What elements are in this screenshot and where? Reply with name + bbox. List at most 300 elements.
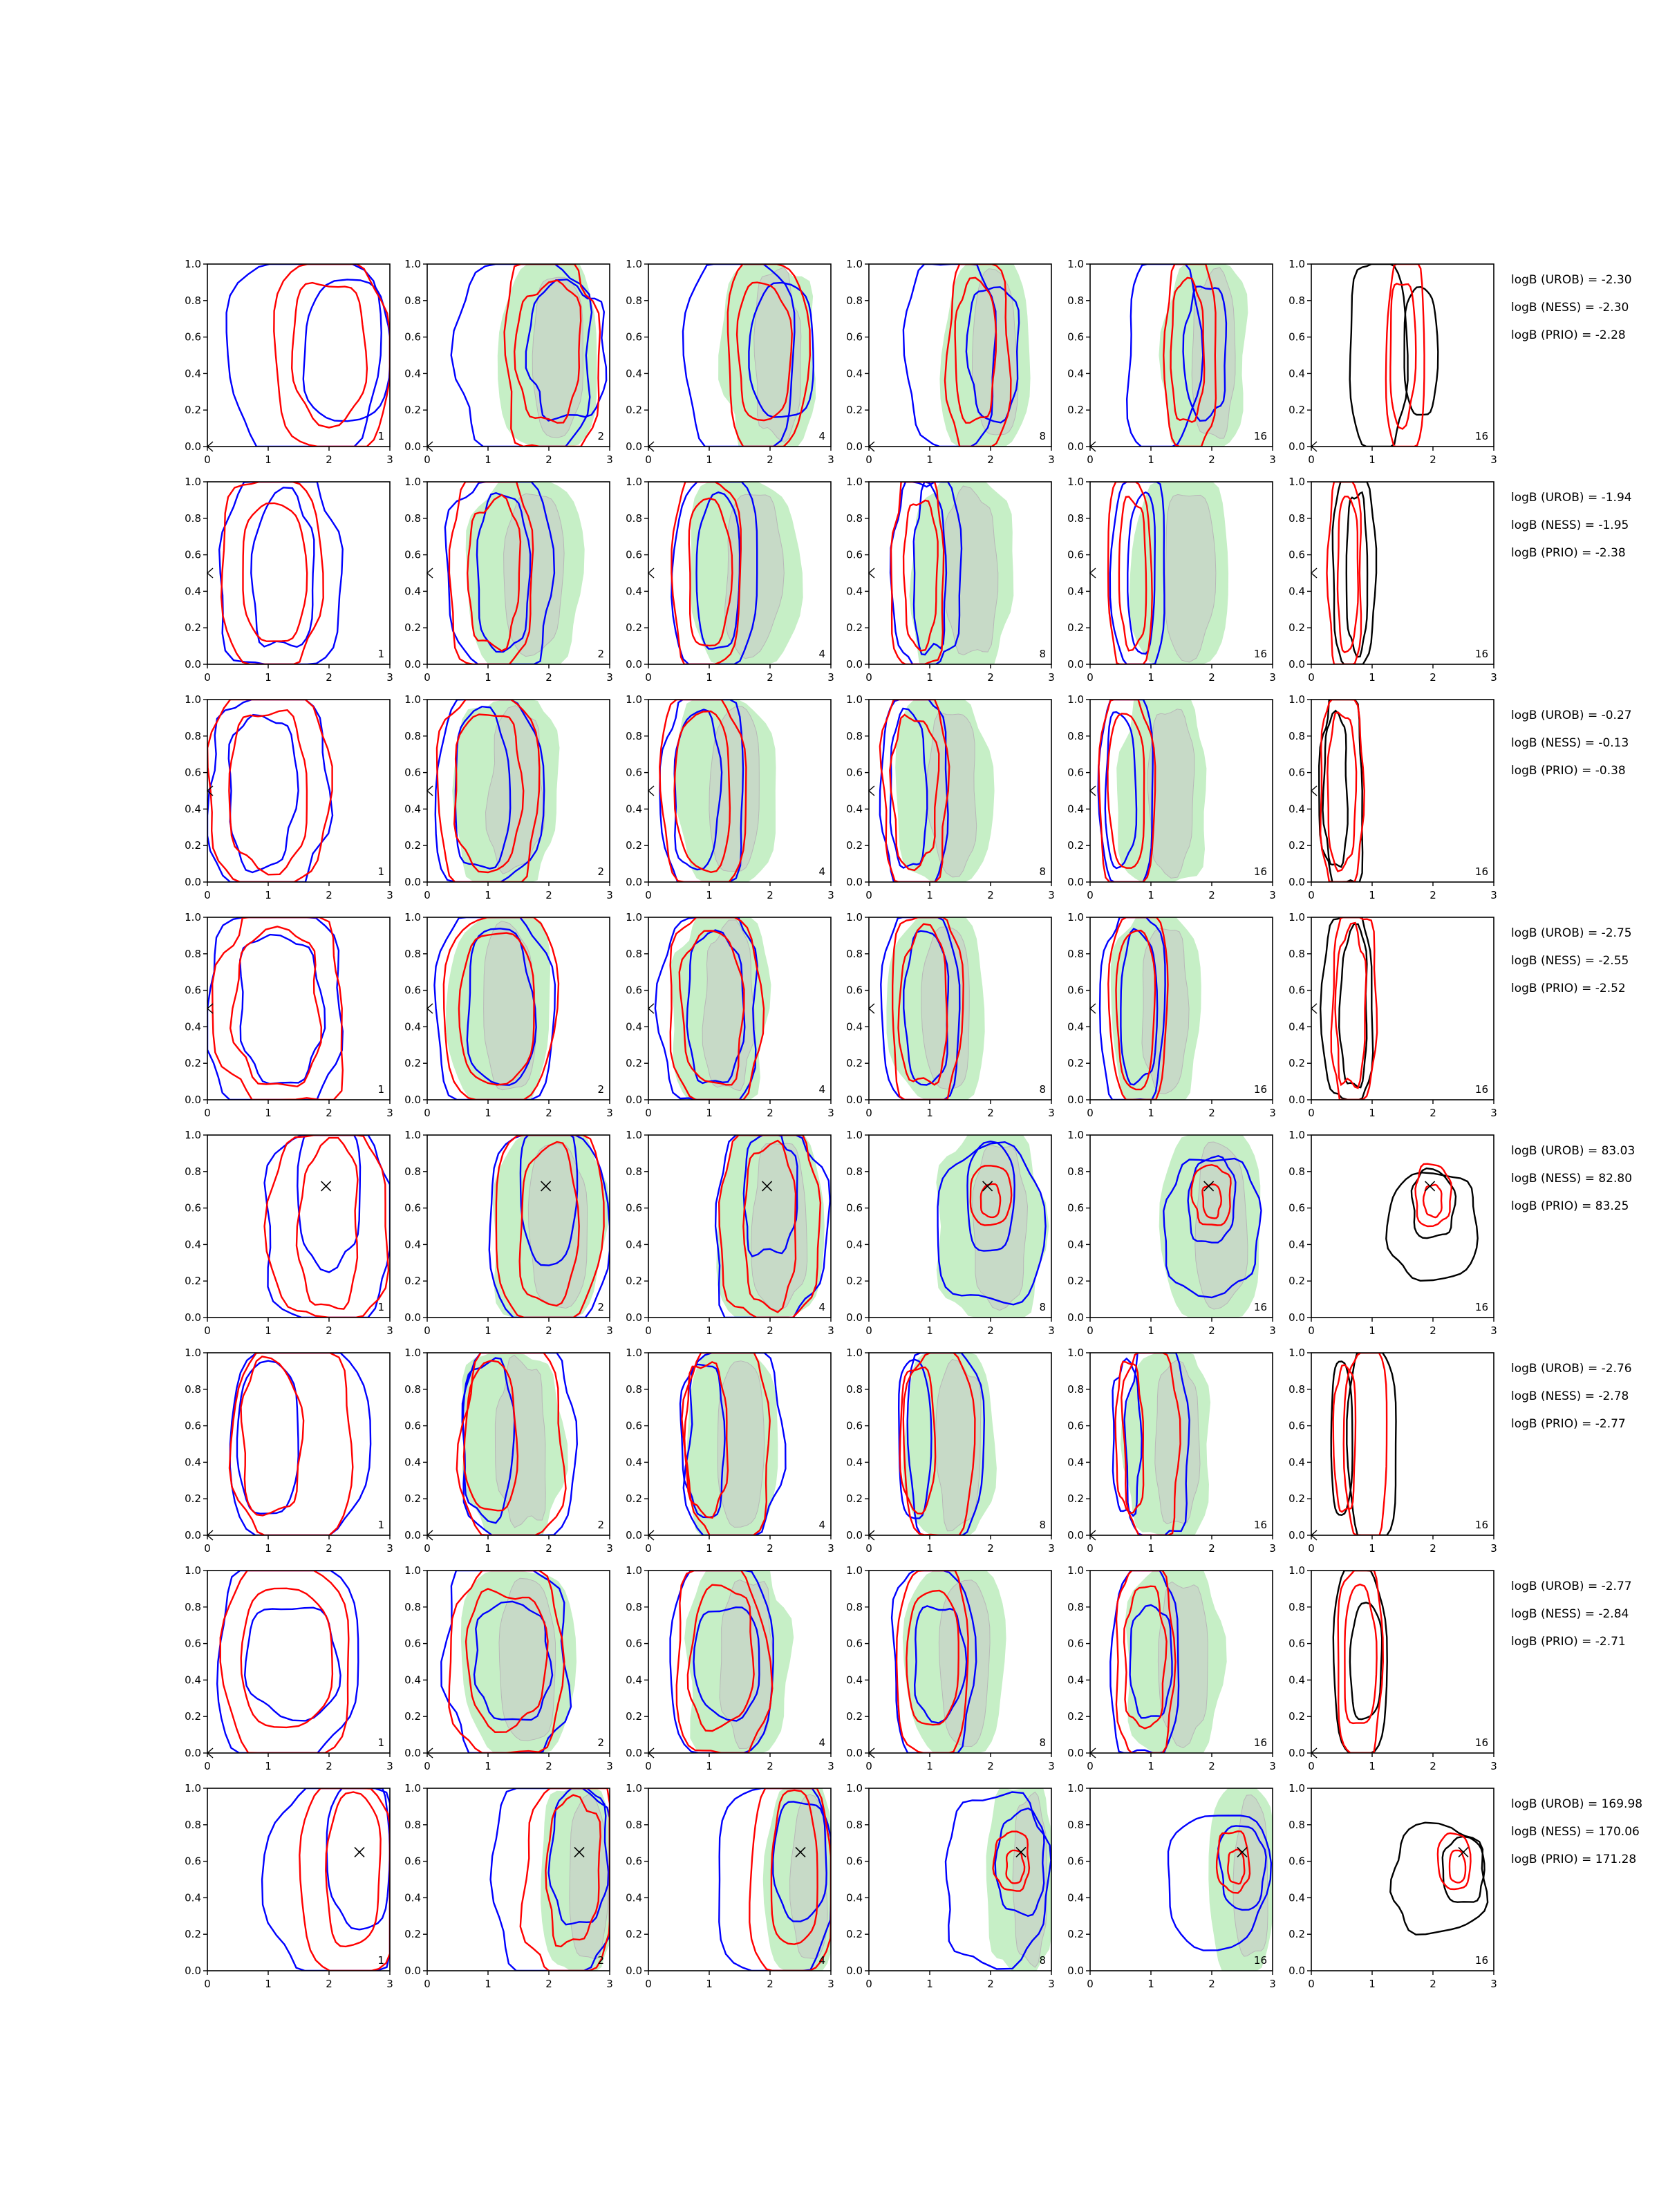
logb-ness: logB (NESS) = -0.13 (1511, 736, 1629, 750)
y-tick-label: 0.8 (404, 1600, 421, 1613)
panel-r7-c4 (846, 1564, 1055, 1772)
logb-urob: logB (UROB) = -2.76 (1511, 1362, 1632, 1376)
x-tick-label: 2 (767, 1107, 774, 1119)
x-tick-label: 0 (1308, 1107, 1315, 1119)
y-tick-label: 1.0 (404, 693, 421, 706)
x-tick-label: 0 (865, 1978, 872, 1990)
y-tick-label: 0.8 (846, 294, 863, 307)
y-tick-label: 0.4 (1067, 1020, 1084, 1033)
y-tick-label: 0.2 (1288, 1928, 1305, 1941)
y-tick-label: 0.6 (404, 1855, 421, 1868)
y-tick-label: 1.0 (1288, 476, 1305, 488)
panel-r6-c5 (1067, 1347, 1276, 1555)
panel-r4-c3 (626, 911, 834, 1119)
prior-inner-fill (532, 277, 583, 438)
y-tick-label: 0.8 (846, 1818, 863, 1831)
truth-edge-marker (1090, 568, 1096, 578)
x-tick-label: 0 (204, 453, 211, 466)
x-tick-label: 0 (204, 1978, 211, 1990)
y-tick-label: 0.6 (846, 1855, 863, 1868)
y-tick-label: 0.0 (1288, 1965, 1305, 1977)
y-tick-label: 0.0 (626, 440, 642, 453)
y-tick-label: 0.4 (404, 1456, 421, 1469)
y-tick-label: 0.8 (1288, 294, 1305, 307)
truth-edge-marker (869, 1004, 874, 1013)
panel-r8-c3 (626, 1782, 834, 1990)
y-tick-label: 1.0 (1067, 1347, 1084, 1359)
x-tick-label: 1 (1369, 1978, 1376, 1990)
panel-r3-c1 (185, 693, 393, 901)
y-tick-label: 0.0 (626, 1965, 642, 1977)
y-tick-label: 0.6 (185, 984, 201, 997)
y-tick-label: 0.0 (846, 1094, 863, 1106)
y-tick-label: 1.0 (1288, 1782, 1305, 1794)
x-tick-label: 1 (1369, 1760, 1376, 1772)
truth-edge-marker (1311, 1004, 1317, 1013)
y-tick-label: 0.0 (1067, 658, 1084, 671)
logb-prio: logB (PRIO) = -2.77 (1511, 1417, 1626, 1431)
panel-label: 8 (1039, 1954, 1046, 1967)
y-tick-label: 0.2 (846, 1492, 863, 1506)
y-tick-label: 1.0 (626, 1347, 642, 1359)
x-tick-label: 3 (1269, 1542, 1276, 1555)
x-tick-label: 1 (706, 1542, 713, 1555)
x-tick-label: 3 (386, 889, 393, 901)
row-statistics-3 (1511, 709, 1632, 778)
y-tick-label: 0.4 (626, 1020, 642, 1033)
y-tick-label: 0.6 (185, 1637, 201, 1650)
y-tick-label: 0.8 (1288, 729, 1305, 742)
red-inner-contour (243, 503, 308, 641)
y-tick-label: 0.2 (626, 1928, 642, 1941)
x-tick-label: 2 (545, 889, 552, 901)
x-tick-label: 3 (606, 1542, 613, 1555)
x-tick-label: 1 (485, 1542, 491, 1555)
y-tick-label: 0.6 (1288, 1637, 1305, 1650)
x-tick-label: 3 (827, 671, 834, 684)
panel-r6-c6 (1288, 1347, 1497, 1555)
row-statistics-7 (1511, 1580, 1632, 1649)
panel-r7-c5 (1067, 1564, 1276, 1772)
panel-label: 16 (1253, 865, 1267, 878)
x-tick-label: 2 (987, 1542, 994, 1555)
panel-label: 8 (1039, 865, 1046, 878)
y-tick-label: 0.0 (846, 1311, 863, 1324)
panel-label: 8 (1039, 1301, 1046, 1313)
y-tick-label: 0.4 (404, 803, 421, 816)
y-tick-label: 0.0 (404, 658, 421, 671)
x-tick-label: 1 (265, 453, 272, 466)
x-tick-label: 1 (706, 453, 713, 466)
x-tick-label: 3 (1048, 671, 1055, 684)
logb-ness: logB (NESS) = 170.06 (1511, 1825, 1640, 1839)
panel-r7-c1 (185, 1564, 393, 1772)
y-tick-label: 0.8 (185, 729, 201, 742)
truth-edge-marker (648, 568, 654, 578)
y-tick-label: 0.8 (185, 947, 201, 960)
x-tick-label: 3 (827, 889, 834, 901)
y-tick-label: 0.2 (626, 1057, 642, 1070)
panel-label: 16 (1474, 1519, 1488, 1531)
x-tick-label: 3 (606, 453, 613, 466)
y-tick-label: 0.0 (846, 1529, 863, 1541)
panel-label: 4 (818, 648, 825, 660)
x-tick-label: 3 (1269, 671, 1276, 684)
row-statistics-1 (1511, 273, 1632, 342)
y-tick-label: 0.6 (404, 766, 421, 779)
y-tick-label: 0.6 (626, 1201, 642, 1215)
x-tick-label: 0 (1087, 1542, 1094, 1555)
panel-r6-c2 (404, 1347, 613, 1555)
panel-r8-c5 (1067, 1782, 1276, 1990)
panel-r1-c2 (404, 258, 613, 466)
x-tick-label: 0 (645, 1542, 652, 1555)
x-tick-label: 2 (767, 1324, 774, 1337)
y-tick-label: 0.8 (626, 1165, 642, 1178)
black-inner-contour (1331, 1362, 1353, 1515)
blue-outer-contour (207, 917, 343, 1100)
x-tick-label: 0 (1087, 889, 1094, 901)
y-tick-label: 0.4 (846, 1456, 863, 1469)
truth-cross-marker (355, 1847, 364, 1857)
y-tick-label: 0.2 (626, 1492, 642, 1506)
x-tick-label: 1 (485, 1324, 491, 1337)
y-tick-label: 0.8 (846, 1600, 863, 1613)
y-tick-label: 0.6 (1288, 1419, 1305, 1432)
y-tick-label: 0.4 (846, 367, 863, 380)
y-tick-label: 0.2 (626, 1275, 642, 1288)
panel-label: 1 (377, 1301, 384, 1313)
y-tick-label: 0.0 (626, 1747, 642, 1759)
panel-label: 2 (597, 430, 604, 442)
y-tick-label: 0.0 (846, 1965, 863, 1977)
y-tick-label: 0.2 (1288, 1275, 1305, 1288)
x-tick-label: 0 (645, 1107, 652, 1119)
axes-frame (207, 482, 390, 664)
panel-label: 1 (377, 1954, 384, 1967)
y-tick-label: 0.0 (404, 1529, 421, 1541)
y-tick-label: 1.0 (1288, 1129, 1305, 1141)
y-tick-label: 0.2 (1067, 1710, 1084, 1723)
x-tick-label: 0 (424, 1107, 431, 1119)
x-tick-label: 0 (645, 671, 652, 684)
panel-r4-c1 (185, 911, 393, 1119)
row-statistics-4 (1511, 926, 1632, 995)
x-tick-label: 2 (987, 1324, 994, 1337)
red-inner-contour (230, 926, 321, 1086)
y-tick-label: 0.6 (846, 766, 863, 779)
panel-r3-c5 (1067, 693, 1276, 901)
blue-outer-contour (265, 1135, 390, 1318)
y-tick-label: 0.2 (185, 1710, 201, 1723)
y-tick-label: 0.4 (846, 1238, 863, 1251)
y-tick-label: 0.6 (404, 330, 421, 344)
y-tick-label: 1.0 (1067, 258, 1084, 270)
x-tick-label: 1 (1147, 889, 1154, 901)
x-tick-label: 3 (1490, 889, 1497, 901)
y-tick-label: 0.8 (185, 512, 201, 525)
x-tick-label: 0 (1087, 1978, 1094, 1990)
black-outer-contour (1350, 264, 1408, 447)
panel-r2-c5 (1067, 476, 1276, 684)
red-inner-contour (229, 710, 307, 874)
x-tick-label: 3 (1048, 1107, 1055, 1119)
x-tick-label: 1 (1147, 671, 1154, 684)
y-tick-label: 1.0 (846, 1782, 863, 1794)
logb-prio: logB (PRIO) = -2.38 (1511, 546, 1626, 560)
y-tick-label: 0.2 (846, 1710, 863, 1723)
panel-label: 4 (818, 865, 825, 878)
y-tick-label: 0.2 (1067, 621, 1084, 635)
panel-label: 2 (597, 648, 604, 660)
x-tick-label: 0 (1308, 889, 1315, 901)
y-tick-label: 1.0 (1288, 1564, 1305, 1577)
y-tick-label: 0.4 (185, 1891, 201, 1904)
panel-label: 8 (1039, 1083, 1046, 1096)
logb-prio: logB (PRIO) = 83.25 (1511, 1199, 1629, 1213)
blue-outer-contour (217, 1571, 358, 1753)
y-tick-label: 0.8 (185, 294, 201, 307)
y-tick-label: 0.0 (185, 1529, 201, 1541)
y-tick-label: 0.2 (626, 839, 642, 852)
y-tick-label: 0.2 (1067, 1057, 1084, 1070)
y-tick-label: 0.8 (404, 512, 421, 525)
y-tick-label: 1.0 (404, 1564, 421, 1577)
x-tick-label: 3 (827, 453, 834, 466)
y-tick-label: 1.0 (1288, 1347, 1305, 1359)
x-tick-label: 2 (987, 671, 994, 684)
x-tick-label: 2 (1430, 1107, 1436, 1119)
panel-r5-c3 (626, 1129, 834, 1337)
x-tick-label: 2 (987, 1978, 994, 1990)
logb-prio: logB (PRIO) = -2.52 (1511, 982, 1626, 995)
y-tick-label: 0.4 (404, 1891, 421, 1904)
panel-label: 2 (597, 1736, 604, 1749)
logb-ness: logB (NESS) = -2.78 (1511, 1389, 1629, 1403)
panel-r5-c4 (846, 1129, 1055, 1337)
truth-edge-marker (648, 786, 654, 796)
y-tick-label: 0.2 (185, 1275, 201, 1288)
panel-label: 8 (1039, 648, 1046, 660)
y-tick-label: 0.6 (404, 1637, 421, 1650)
truth-edge-marker (1090, 1004, 1096, 1013)
red-outer-contour (221, 1571, 349, 1753)
x-tick-label: 2 (326, 889, 332, 901)
y-tick-label: 0.2 (185, 621, 201, 635)
y-tick-label: 1.0 (1067, 911, 1084, 924)
panel-r2-c2 (404, 476, 613, 684)
x-tick-label: 0 (645, 1324, 652, 1337)
y-tick-label: 0.2 (185, 404, 201, 417)
logb-ness: logB (NESS) = -2.30 (1511, 301, 1629, 315)
x-tick-label: 0 (424, 671, 431, 684)
black-inner-contour (1323, 711, 1348, 867)
y-tick-label: 0.2 (846, 1057, 863, 1070)
x-tick-label: 2 (1208, 1760, 1215, 1772)
x-tick-label: 0 (424, 1542, 431, 1555)
y-tick-label: 0.6 (404, 1419, 421, 1432)
y-tick-label: 0.4 (1067, 1238, 1084, 1251)
y-tick-label: 0.0 (1288, 1529, 1305, 1541)
y-tick-label: 0.0 (185, 1747, 201, 1759)
x-tick-label: 3 (606, 1978, 613, 1990)
panel-label: 2 (597, 1519, 604, 1531)
x-tick-label: 0 (424, 453, 431, 466)
panel-r2-c4 (846, 476, 1055, 684)
y-tick-label: 0.8 (404, 729, 421, 742)
y-tick-label: 0.8 (626, 729, 642, 742)
red-outer-contour (1327, 482, 1362, 664)
panel-r7-c6 (1288, 1564, 1497, 1772)
y-tick-label: 0.8 (1288, 947, 1305, 960)
y-tick-label: 0.8 (1288, 1818, 1305, 1831)
x-tick-label: 1 (265, 889, 272, 901)
x-tick-label: 1 (265, 671, 272, 684)
row-statistics-2 (1511, 491, 1632, 560)
y-tick-label: 0.2 (1067, 1275, 1084, 1288)
y-tick-label: 0.4 (846, 1020, 863, 1033)
prior-inner-fill (1013, 1792, 1047, 1967)
x-tick-label: 3 (1269, 1978, 1276, 1990)
y-tick-label: 0.8 (1067, 947, 1084, 960)
y-tick-label: 0.0 (185, 1094, 201, 1106)
x-tick-label: 2 (987, 1760, 994, 1772)
y-tick-label: 0.2 (626, 404, 642, 417)
y-tick-label: 0.0 (1288, 1094, 1305, 1106)
panel-label: 16 (1253, 1519, 1267, 1531)
y-tick-label: 0.4 (1067, 803, 1084, 816)
x-tick-label: 3 (606, 1324, 613, 1337)
panel-label: 4 (818, 1083, 825, 1096)
x-tick-label: 0 (865, 1542, 872, 1555)
x-tick-label: 2 (326, 453, 332, 466)
y-tick-label: 0.2 (846, 404, 863, 417)
y-tick-label: 1.0 (1288, 911, 1305, 924)
x-tick-label: 2 (987, 1107, 994, 1119)
x-tick-label: 3 (1048, 453, 1055, 466)
axes-frame (207, 1788, 390, 1971)
y-tick-label: 1.0 (404, 1129, 421, 1141)
panel-label: 4 (818, 1301, 825, 1313)
y-tick-label: 0.6 (404, 1201, 421, 1215)
y-tick-label: 0.6 (846, 1419, 863, 1432)
logb-prio: logB (PRIO) = -0.38 (1511, 764, 1626, 778)
x-tick-label: 0 (204, 889, 211, 901)
y-tick-label: 0.8 (1067, 729, 1084, 742)
x-tick-label: 1 (265, 1542, 272, 1555)
y-tick-label: 0.0 (626, 1311, 642, 1324)
y-tick-label: 0.2 (404, 839, 421, 852)
x-tick-label: 0 (204, 1760, 211, 1772)
y-tick-label: 0.4 (1288, 1891, 1305, 1904)
panel-label: 2 (597, 1083, 604, 1096)
truth-edge-marker (427, 786, 433, 796)
y-tick-label: 0.2 (404, 1057, 421, 1070)
y-tick-label: 0.6 (1288, 1855, 1305, 1868)
truth-edge-marker (869, 786, 874, 796)
x-tick-label: 2 (767, 1542, 774, 1555)
panel-r2-c6 (1288, 476, 1497, 684)
panel-r6-c3 (626, 1347, 834, 1555)
x-tick-label: 3 (386, 1760, 393, 1772)
y-tick-label: 0.4 (1067, 367, 1084, 380)
y-tick-label: 0.0 (185, 440, 201, 453)
x-tick-label: 0 (865, 889, 872, 901)
x-tick-label: 1 (926, 671, 933, 684)
y-tick-label: 1.0 (185, 911, 201, 924)
panel-label: 1 (377, 1519, 384, 1531)
y-tick-label: 0.2 (404, 1275, 421, 1288)
blue-inner-contour (303, 279, 390, 421)
y-tick-label: 0.8 (846, 512, 863, 525)
panel-label: 16 (1474, 648, 1488, 660)
x-tick-label: 0 (1087, 1324, 1094, 1337)
x-tick-label: 1 (265, 1324, 272, 1337)
x-tick-label: 3 (1490, 1107, 1497, 1119)
y-tick-label: 0.6 (1067, 548, 1084, 561)
x-tick-label: 3 (386, 671, 393, 684)
y-tick-label: 0.4 (1067, 1674, 1084, 1687)
panel-label: 4 (818, 1736, 825, 1749)
panel-r1-c4 (846, 258, 1055, 466)
y-tick-label: 0.8 (1288, 1600, 1305, 1613)
x-tick-label: 2 (1208, 453, 1215, 466)
x-tick-label: 1 (485, 1760, 491, 1772)
red-outer-contour (221, 482, 324, 664)
red-inner-contour (1450, 1850, 1465, 1883)
y-tick-label: 0.6 (185, 1419, 201, 1432)
x-tick-label: 0 (424, 1324, 431, 1337)
y-tick-label: 0.4 (1067, 1456, 1084, 1469)
x-tick-label: 3 (1490, 1542, 1497, 1555)
y-tick-label: 0.4 (1288, 367, 1305, 380)
x-tick-label: 1 (1369, 1542, 1376, 1555)
prior-inner-fill (751, 1143, 807, 1311)
x-tick-label: 3 (606, 671, 613, 684)
y-tick-label: 1.0 (185, 1564, 201, 1577)
x-tick-label: 1 (926, 453, 933, 466)
y-tick-label: 0.6 (626, 766, 642, 779)
panel-label: 4 (818, 1519, 825, 1531)
x-tick-label: 3 (1269, 1107, 1276, 1119)
x-tick-label: 0 (1308, 671, 1315, 684)
x-tick-label: 2 (1208, 889, 1215, 901)
y-tick-label: 0.2 (404, 1928, 421, 1941)
panel-r6-c4 (846, 1347, 1055, 1555)
x-tick-label: 2 (1430, 1542, 1436, 1555)
panel-r5-c2 (404, 1129, 613, 1337)
x-tick-label: 0 (645, 1978, 652, 1990)
y-tick-label: 0.0 (626, 658, 642, 671)
y-tick-label: 1.0 (1067, 1129, 1084, 1141)
truth-edge-marker (427, 1004, 433, 1013)
x-tick-label: 2 (1208, 671, 1215, 684)
x-tick-label: 1 (1369, 1324, 1376, 1337)
x-tick-label: 3 (1269, 453, 1276, 466)
y-tick-label: 0.2 (404, 1710, 421, 1723)
x-tick-label: 1 (1369, 1107, 1376, 1119)
y-tick-label: 0.2 (846, 621, 863, 635)
y-tick-label: 0.8 (185, 1600, 201, 1613)
x-tick-label: 3 (1048, 1978, 1055, 1990)
y-tick-label: 0.6 (846, 984, 863, 997)
y-tick-label: 0.4 (626, 1891, 642, 1904)
x-tick-label: 1 (265, 1107, 272, 1119)
y-tick-label: 1.0 (1067, 1782, 1084, 1794)
y-tick-label: 1.0 (846, 1564, 863, 1577)
panel-r8-c2 (404, 1782, 613, 1990)
x-tick-label: 2 (326, 1542, 332, 1555)
